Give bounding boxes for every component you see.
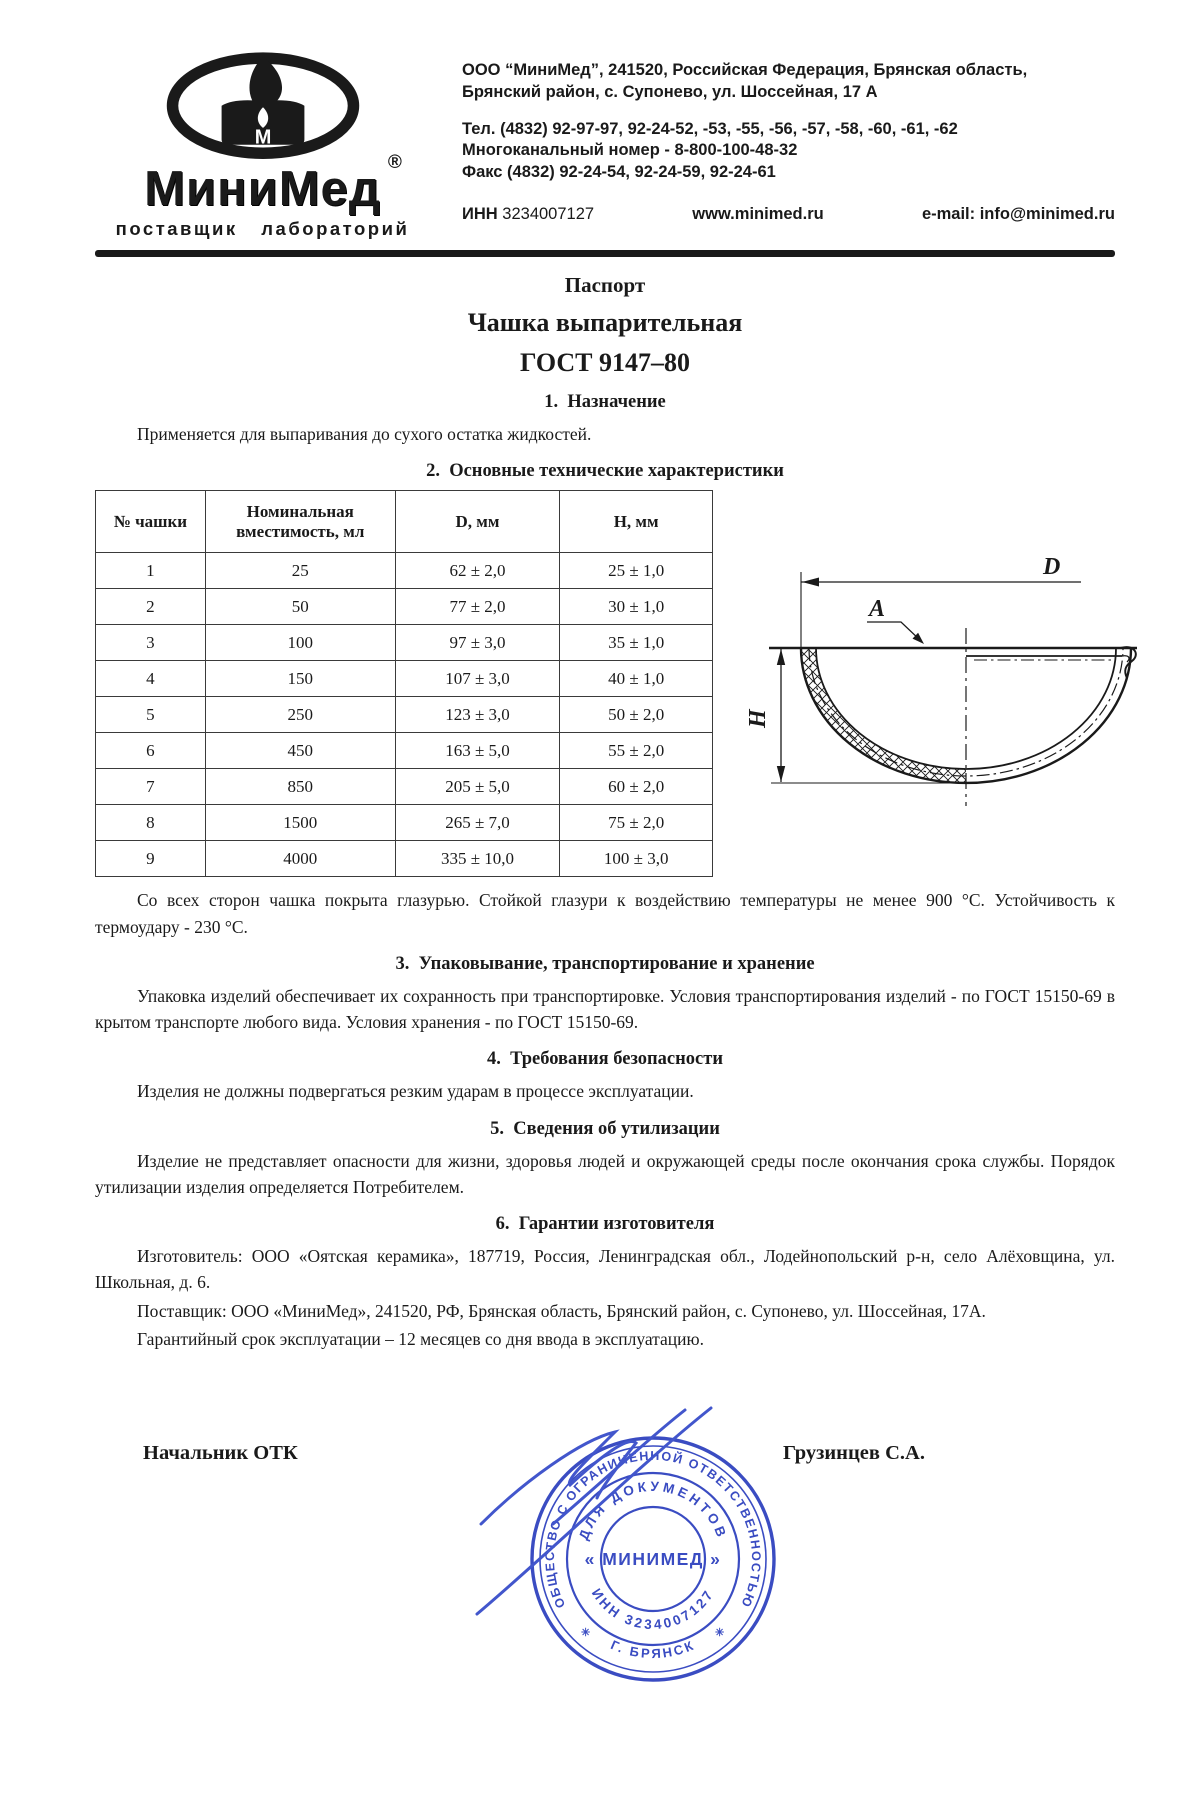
table-row xyxy=(96,733,713,769)
table-header-cell: Номинальная вместимость, мл xyxy=(205,491,395,553)
section-3-heading: 3. Упаковывание, транспортирование и хранение xyxy=(395,953,815,974)
table-cell: 35 ± 1,0 xyxy=(560,625,713,661)
svg-text:ДЛЯ ДОКУМЕНТОВ xyxy=(576,1479,730,1542)
table-cell: 97 ± 3,0 xyxy=(395,625,560,661)
section-1-body: Применяется для выпаривания до сухого остатка жидкостей. xyxy=(137,424,592,444)
table-row xyxy=(96,841,713,877)
section-2-heading: 2. Основные технические характеристики xyxy=(426,461,784,482)
table-cell: 1500 xyxy=(205,805,395,841)
table-cell: 62 ± 2,0 xyxy=(395,553,560,589)
gost-title: ГОСТ 9147–80 xyxy=(519,348,691,377)
table-cell: 163 ± 5,0 xyxy=(395,733,560,769)
multichannel-line: Многоканальный номер - 8-800-100-48-32 xyxy=(462,141,798,160)
brand-name: МиниМед ® xyxy=(144,152,403,216)
section-4-body: Изделия не должны подвергаться резким ударам в процессе эксплуатации. xyxy=(137,1081,694,1102)
table-cell: 123 ± 3,0 xyxy=(395,697,560,733)
signer-name: Грузинцев С.А. xyxy=(783,1442,925,1464)
dim-label-a: A xyxy=(869,596,886,623)
table-row xyxy=(96,589,713,625)
svg-text:ИНН 3234007127 xyxy=(589,1586,718,1632)
svg-text:Г. БРЯНСК xyxy=(609,1637,698,1661)
table-cell: 450 xyxy=(205,733,395,769)
section-3-body: Упаковка изделий обеспечивает их сохранность при транспортировке. Условия транспортирования изделий - по ГОСТ 15150-69 в крытом транспорте любого вида. Условия хранения - по ГОСТ 15150-69. xyxy=(95,985,1115,1032)
warranty-paragraph: Гарантийный срок эксплуатации – 12 месяцев со дня ввода в эксплуатацию. xyxy=(137,1328,704,1349)
table-header-cell: D, мм xyxy=(395,491,560,553)
table-row xyxy=(96,697,713,733)
table-cell: 8 xyxy=(96,805,206,841)
stamp-inn-text: ИНН 3234007127 xyxy=(588,1585,718,1633)
table-cell: 4 xyxy=(96,661,206,697)
header xyxy=(95,52,1115,240)
signer-position: Начальник ОТК xyxy=(143,1442,298,1464)
email-link[interactable]: e-mail: info@minimed.ru xyxy=(921,204,1115,223)
signature-row xyxy=(95,1380,1115,1800)
address-line-1: ООО “МиниМед”, 241520, Российская Федерация, Брянская область, xyxy=(462,61,1028,79)
table-header-cell: № чашки xyxy=(96,491,206,553)
table-cell: 40 ± 1,0 xyxy=(560,661,713,697)
fax-line: Факс (4832) 92-24-54, 92-24-59, 92-24-61 xyxy=(462,163,776,182)
company-stamp xyxy=(453,1374,833,1720)
table-cell: 250 xyxy=(205,697,395,733)
table-cell: 6 xyxy=(96,733,206,769)
doc-type-title: Паспорт xyxy=(564,273,646,297)
glaze-note: Со всех сторон чашка покрыта глазурью. Стойкой глазури к воздействию температуры не менее 900 °С. Устойчивость к термоудару - 230 °С. xyxy=(95,890,1115,937)
table-cell: 335 ± 10,0 xyxy=(395,841,560,877)
table-cell: 265 ± 7,0 xyxy=(395,805,560,841)
table-cell: 100 xyxy=(205,625,395,661)
table-cell: 75 ± 2,0 xyxy=(560,805,713,841)
table-cell: 850 xyxy=(205,769,395,805)
table-row xyxy=(96,553,713,589)
table-cell: 107 ± 3,0 xyxy=(395,661,560,697)
round-stamp-icon xyxy=(453,1374,833,1714)
table-cell: 50 ± 2,0 xyxy=(560,697,713,733)
product-title: Чашка выпарительная xyxy=(467,308,743,337)
section-4-heading: 4. Требования безопасности xyxy=(486,1049,724,1070)
contact-block xyxy=(462,52,1115,226)
spec-table xyxy=(95,490,713,877)
handwritten-signature xyxy=(477,1408,711,1614)
phone-line: Тел. (4832) 92-97-97, 92-24-52, -53, -55, -56, -57, -58, -60, -61, -62 xyxy=(462,119,958,138)
candle-flame-icon xyxy=(148,52,378,164)
table-cell: 4000 xyxy=(205,841,395,877)
stamp-center-text: « МИНИМЕД » xyxy=(584,1549,722,1569)
dim-label-d: D xyxy=(1043,554,1061,581)
brand-tagline: поставщик лабораторий xyxy=(115,218,410,239)
table-cell: 55 ± 2,0 xyxy=(560,733,713,769)
manufacturer-paragraph: Изготовитель: ООО «Оятская керамика», 187719, Россия, Ленинградская обл., Лодейнопольский р-н, село Алёховщина, ул. Школьная, д. 6. xyxy=(95,1246,1115,1293)
table-cell: 60 ± 2,0 xyxy=(560,769,713,805)
table-header-row xyxy=(96,491,713,553)
table-cell: 1 xyxy=(96,553,206,589)
table-header-cell: Н, мм xyxy=(560,491,713,553)
table-row xyxy=(96,661,713,697)
section-5-body: Изделие не представляет опасности для жизни, здоровья людей и окружающей среды после окончания срока службы. Порядок утилизации изделия определяется Потребителем. xyxy=(95,1150,1115,1197)
spec-section xyxy=(95,490,1115,877)
stamp-star-right: ✳ xyxy=(715,1627,725,1639)
stamp-star-left: ✳ xyxy=(581,1627,591,1639)
section-1-heading: 1. Назначение xyxy=(544,392,666,412)
table-row xyxy=(96,769,713,805)
company-logo xyxy=(95,52,430,240)
address-line-2: Брянский район, с. Супонево, ул. Шоссейная, 17 А xyxy=(462,82,878,101)
supplier-paragraph: Поставщик: ООО «МиниМед», 241520, РФ, Брянская область, Брянский район, с. Супонево, ул. Шоссейная, 17А. xyxy=(137,1300,986,1321)
table-cell: 25 xyxy=(205,553,395,589)
table-cell: 30 ± 1,0 xyxy=(560,589,713,625)
stamp-city-text: Г. БРЯНСК xyxy=(608,1637,698,1662)
stamp-outer-text: ОБЩЕСТВО С ОГРАНИЧЕННОЙ ОТВЕТСТВЕННОСТЬЮ xyxy=(542,1448,764,1611)
table-cell: 3 xyxy=(96,625,206,661)
dish-cross-section-drawing xyxy=(741,528,1141,829)
svg-text:М: М xyxy=(254,126,271,149)
header-divider xyxy=(95,250,1115,257)
stamp-ring-top-text: ДЛЯ ДОКУМЕНТОВ xyxy=(575,1478,731,1542)
section-5-heading: 5. Сведения об утилизации xyxy=(490,1118,720,1139)
dim-label-h: H xyxy=(745,709,771,729)
inn: ИНН 3234007127 xyxy=(462,204,595,223)
table-cell: 205 ± 5,0 xyxy=(395,769,560,805)
table-cell: 77 ± 2,0 xyxy=(395,589,560,625)
registered-trademark-icon: ® xyxy=(387,152,403,173)
table-cell: 5 xyxy=(96,697,206,733)
website-link[interactable]: www.minimed.ru xyxy=(692,204,824,223)
section-6-heading: 6. Гарантии изготовителя xyxy=(495,1214,715,1234)
table-row xyxy=(96,805,713,841)
table-row xyxy=(96,625,713,661)
table-cell: 7 xyxy=(96,769,206,805)
table-cell: 9 xyxy=(96,841,206,877)
table-cell: 2 xyxy=(96,589,206,625)
table-cell: 25 ± 1,0 xyxy=(560,553,713,589)
table-cell: 150 xyxy=(205,661,395,697)
table-cell: 50 xyxy=(205,589,395,625)
dish-drawing-icon xyxy=(741,528,1141,824)
table-cell: 100 ± 3,0 xyxy=(560,841,713,877)
